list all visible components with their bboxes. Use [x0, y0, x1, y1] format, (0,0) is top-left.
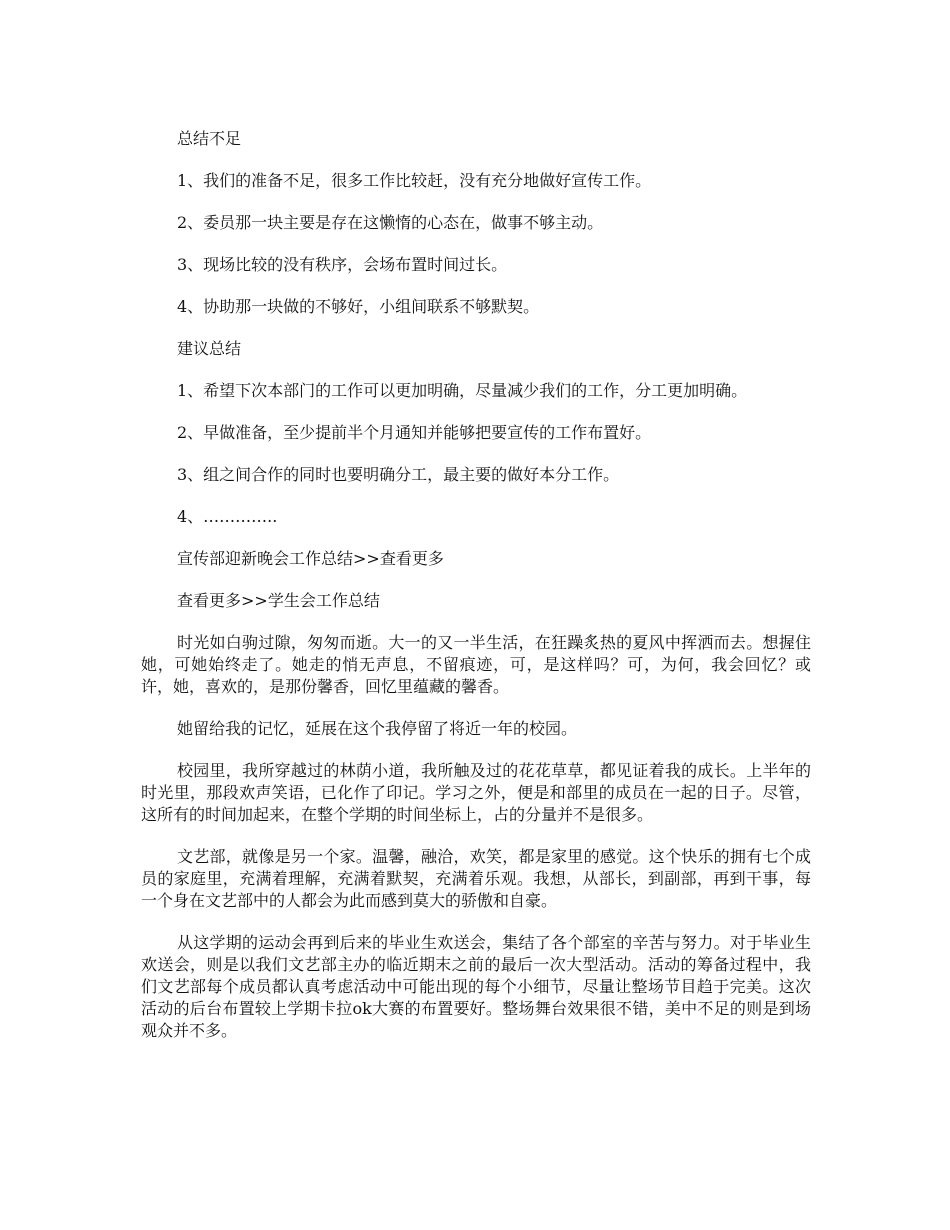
paragraph: 她留给我的记忆，延展在这个我停留了将近一年的校园。	[177, 719, 578, 738]
related-link-text: 查看更多>>学生会工作总结	[177, 591, 380, 610]
paragraph: 时光如白驹过隙，匆匆而逝。大一的又一半生活，在狂躁炙热的夏风中挥洒而去。想握住她，可她始终走了。她走的悄无声息，不留痕迹，可，是这样吗？可，为何，我会回忆？或许，她，喜欢的，是那份馨香，回忆里蕴藏的馨香。	[141, 633, 811, 696]
paragraph: 4、…………..	[177, 507, 278, 526]
paragraph: 2、委员那一块主要是存在这懒惰的心态在，做事不够主动。	[177, 213, 604, 232]
paragraph: 文艺部，就像是另一个家。温馨，融洽，欢笑，都是家里的感觉。这个快乐的拥有七个成员的家庭里，充满着理解，充满着默契，充满着乐观。我想，从部长，到副部，再到干事，每一个身在文艺部中的人都会为此而感到莫大的骄傲和自豪。	[141, 847, 811, 910]
document-page	[141, 128, 811, 1062]
paragraph: 校园里，我所穿越过的林荫小道，我所触及过的花花草草，都见证着我的成长。上半年的时光里，那段欢声笑语，已化作了印记。学习之外，便是和部里的成员在一起的日子。尽管，这所有的时间加起来，在整个学期的时间坐标上，占的分量并不是很多。	[141, 761, 811, 824]
paragraph: 1、我们的准备不足，很多工作比较赶，没有充分地做好宣传工作。	[177, 171, 652, 190]
related-link-text: 宣传部迎新晚会工作总结>>查看更多	[177, 549, 444, 568]
paragraph: 3、组之间合作的同时也要明确分工，最主要的做好本分工作。	[177, 465, 620, 484]
paragraph: 从这学期的运动会再到后来的毕业生欢送会，集结了各个部室的辛苦与努力。对于毕业生欢送会，则是以我们文艺部主办的临近期末之前的最后一次大型活动。活动的筹备过程中，我们文艺部每个成员都认真考虑活动中可能出现的每个小细节，尽量让整场节目趋于完美。这次活动的后台布置较上学期卡拉ok大赛的布置要好。整场舞台效果很不错，美中不足的则是到场观众并不多。	[141, 933, 811, 1040]
paragraph: 4、协助那一块做的不够好，小组间联系不够默契。	[177, 297, 540, 316]
paragraph: 2、早做准备，至少提前半个月通知并能够把要宣传的工作布置好。	[177, 423, 652, 442]
section-heading-suggestions: 建议总结	[177, 339, 242, 358]
section-heading-shortcomings: 总结不足	[177, 129, 242, 148]
paragraph: 3、现场比较的没有秩序，会场布置时间过长。	[177, 255, 508, 274]
paragraph: 1、希望下次本部门的工作可以更加明确，尽量减少我们的工作，分工更加明确。	[177, 381, 748, 400]
